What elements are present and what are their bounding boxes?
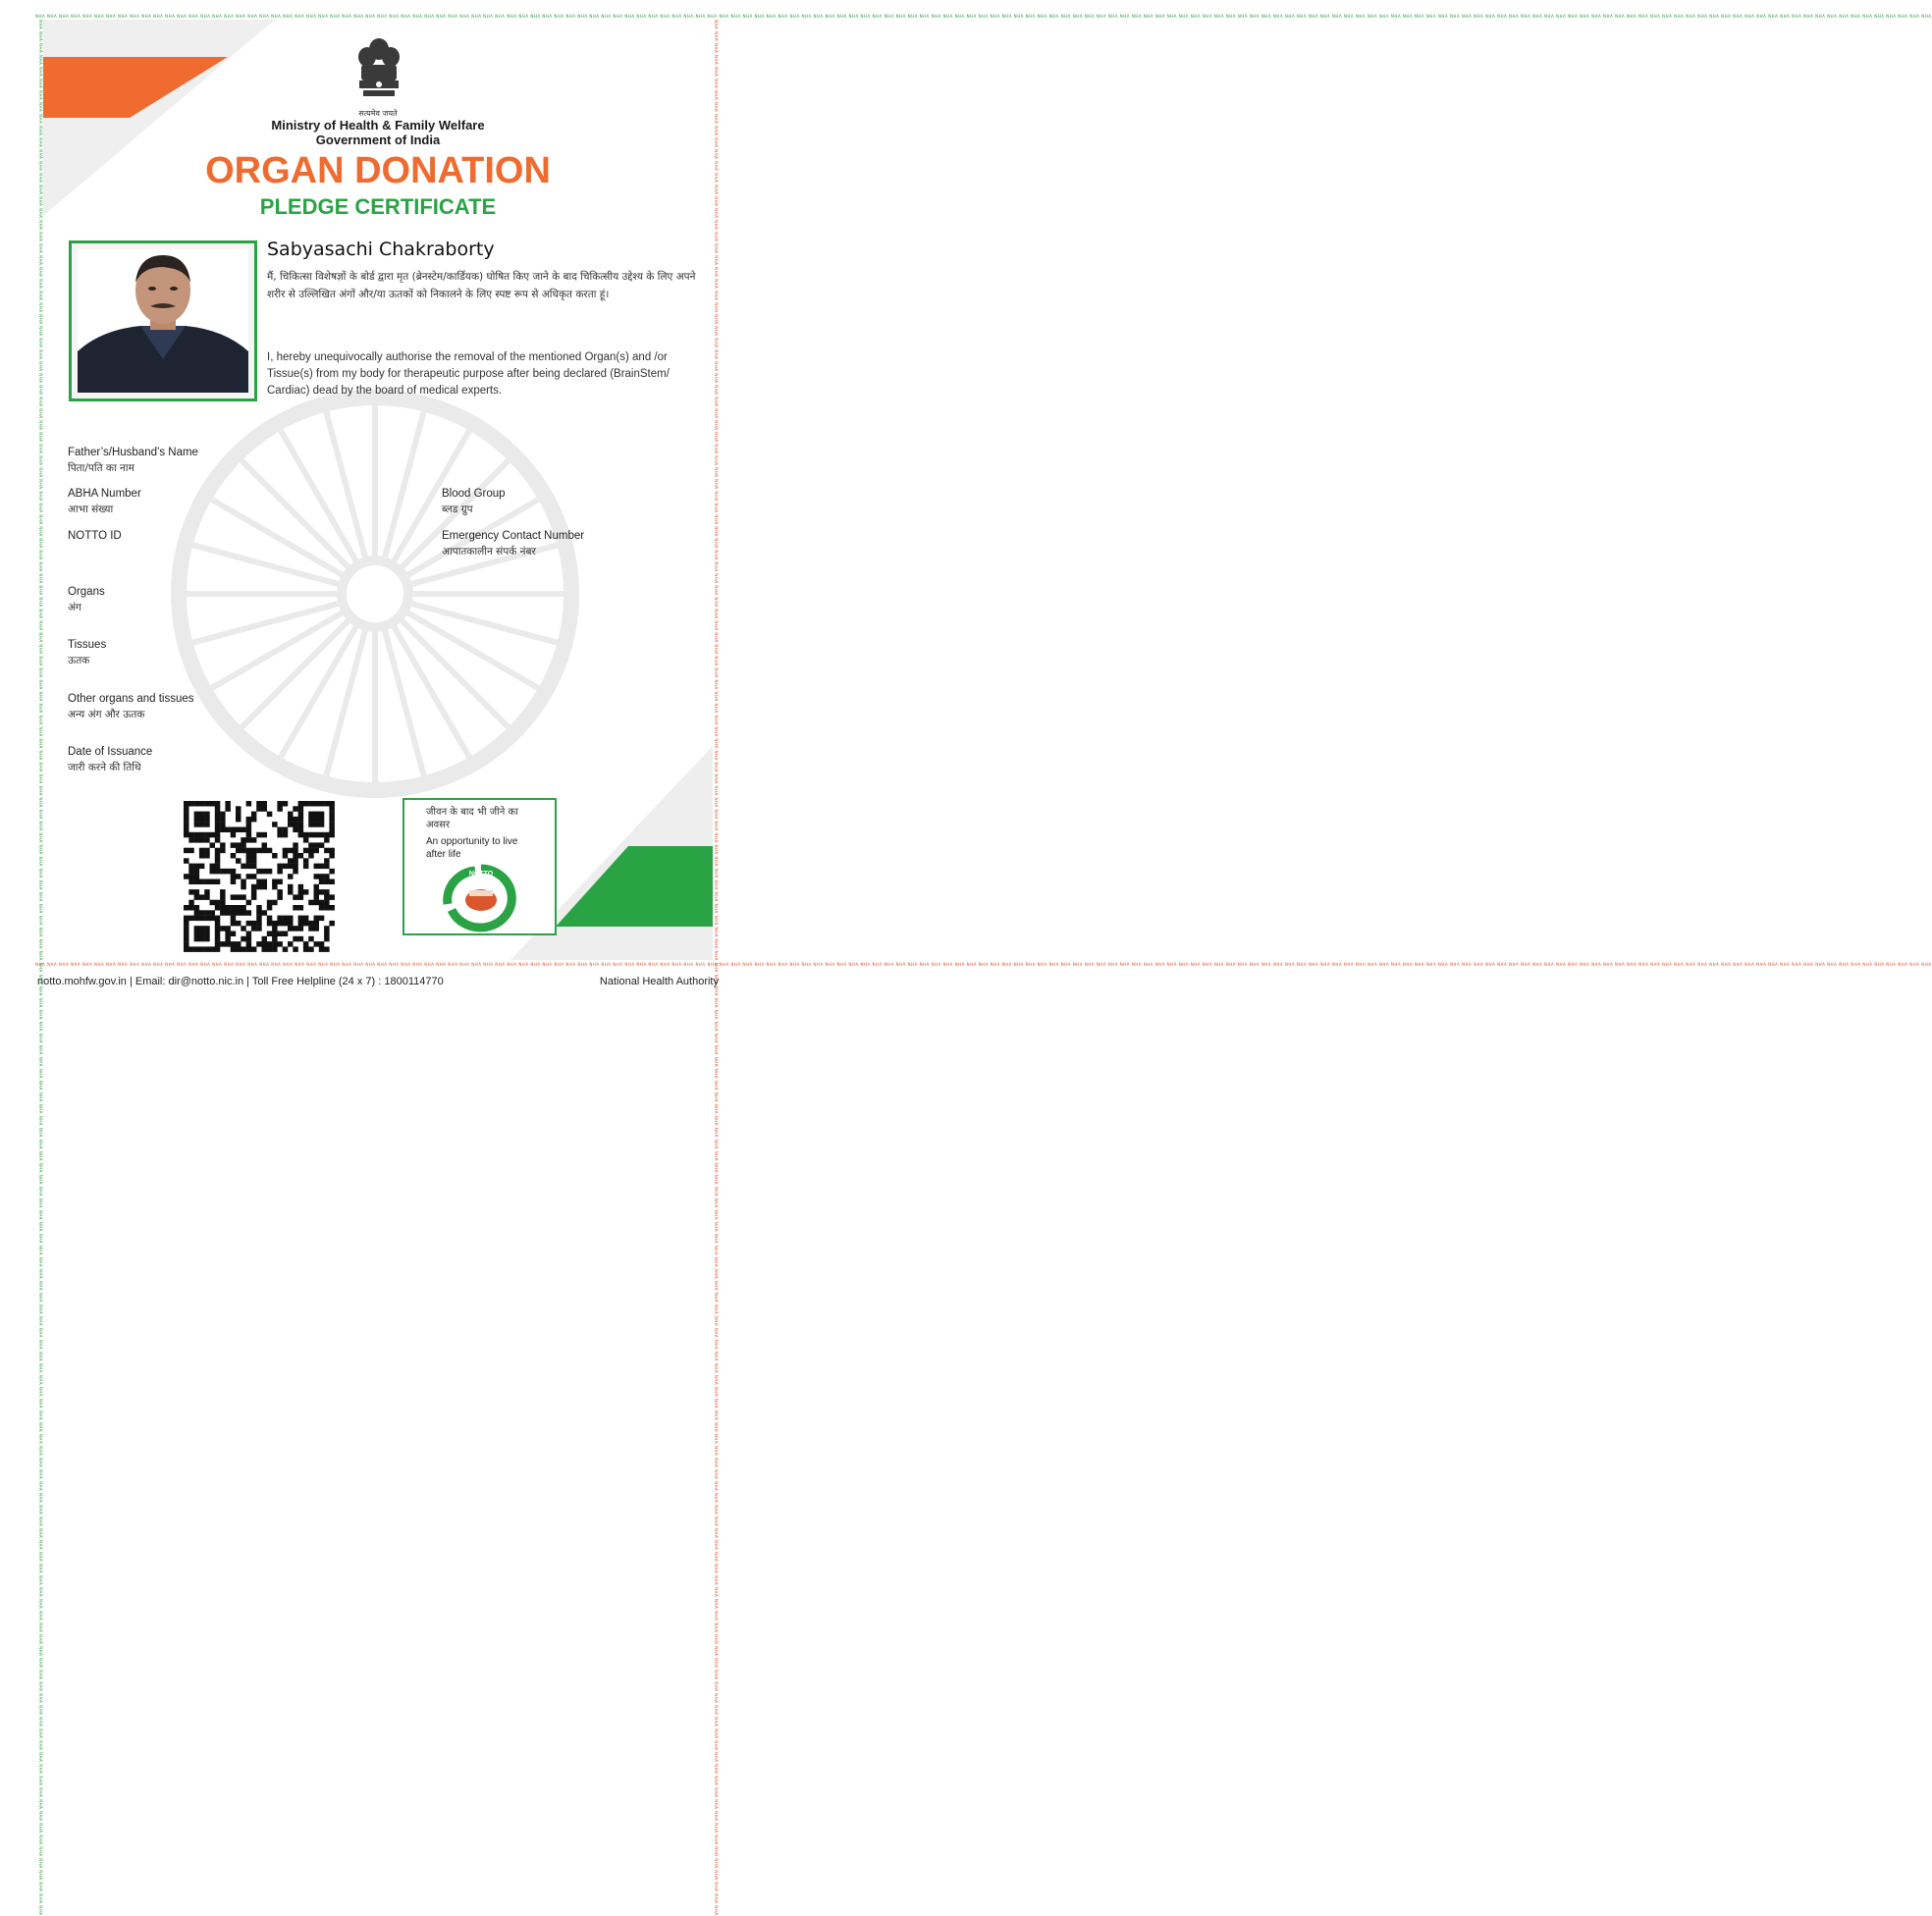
border-bottom-pattern: NHA NHA NHA NHA NHA NHA NHA NHA NHA NHA NHA NHA NHA NHA NHA NHA NHA NHA NHA NHA NHA NHA NHA NHA NHA NHA NHA NHA NHA NHA NHA NHA NHA NHA NHA NHA NHA NHA NHA NHA NHA NHA NHA NHA NHA NHA NHA NHA NHA NHA NHA NHA NHA NHA NHA NHA NHA NHA NHA NHA NHA NHA NHA NHA NHA NHA NHA NHA NHA NHA NHA NHA NHA NHA NHA NHA NHA NHA NHA NHA NHA NHA NHA NHA NHA NHA NHA NHA NHA NHA NHA NHA NHA NHA NHA NHA NHA NHA NHA NHA NHA NHA NHA NHA NHA NHA NHA NHA NHA NHA NHA NHA NHA NHA NHA NHA NHA NHA NHA NHA NHA NHA NHA NHA NHA NHA NHA NHA NHA NHA NHA NHA NHA NHA NHA NHA NHA NHA NHA NHA NHA NHA NHA NHA NHA NHA NHA NHA NHA NHA NHA NHA NHA NHA NHA NHA NHA NHA NHA NHA NHA (35, 962, 1932, 967)
field-label: Emergency Contact Number (442, 530, 585, 542)
government-line: Government of India (315, 133, 441, 147)
certificate-subtitle: PLEDGE CERTIFICATE (259, 194, 497, 219)
ministry-line: Ministry of Health & Family Welfare (271, 118, 485, 133)
field-label: NOTTO ID (68, 530, 122, 542)
border-right-pattern: NHA NHA NHA NHA NHA NHA NHA NHA NHA NHA NHA NHA NHA NHA NHA NHA NHA NHA NHA NHA NHA NHA NHA NHA NHA NHA NHA NHA NHA NHA NHA NHA NHA NHA NHA NHA NHA NHA NHA NHA NHA NHA NHA NHA NHA NHA NHA NHA NHA NHA NHA NHA NHA NHA NHA NHA NHA NHA NHA NHA NHA NHA NHA NHA NHA NHA NHA NHA NHA NHA NHA NHA NHA NHA NHA NHA NHA NHA NHA NHA NHA NHA NHA NHA NHA NHA NHA NHA NHA NHA NHA NHA NHA NHA NHA NHA NHA NHA NHA NHA NHA NHA NHA NHA NHA NHA NHA NHA NHA NHA NHA NHA NHA NHA NHA NHA NHA NHA NHA NHA NHA NHA NHA NHA NHA NHA NHA NHA NHA NHA NHA NHA NHA NHA NHA NHA NHA NHA NHA NHA NHA NHA NHA NHA NHA NHA NHA NHA NHA NHA NHA NHA NHA NHA NHA NHA NHA NHA NHA NHA NHA (714, 20, 719, 1916)
tagline-hindi: जीवन के बाद भी जीने का अवसर (426, 807, 518, 830)
field-emergency-contact (442, 529, 584, 560)
qr-code (179, 799, 340, 952)
notto-logo-icon (436, 863, 526, 933)
field-label: Blood Group (442, 488, 506, 500)
field-organs (68, 585, 105, 616)
field-label: Tissues (68, 639, 107, 651)
border-top-pattern: NHA NHA NHA NHA NHA NHA NHA NHA NHA NHA NHA NHA NHA NHA NHA NHA NHA NHA NHA NHA NHA NHA NHA NHA NHA NHA NHA NHA NHA NHA NHA NHA NHA NHA NHA NHA NHA NHA NHA NHA NHA NHA NHA NHA NHA NHA NHA NHA NHA NHA NHA NHA NHA NHA NHA NHA NHA NHA NHA NHA NHA NHA NHA NHA NHA NHA NHA NHA NHA NHA NHA NHA NHA NHA NHA NHA NHA NHA NHA NHA NHA NHA NHA NHA NHA NHA NHA NHA NHA NHA NHA NHA NHA NHA NHA NHA NHA NHA NHA NHA NHA NHA NHA NHA NHA NHA NHA NHA NHA NHA NHA NHA NHA NHA NHA NHA NHA NHA NHA NHA NHA NHA NHA NHA NHA NHA NHA NHA NHA NHA NHA NHA NHA NHA NHA NHA NHA NHA NHA NHA NHA NHA NHA NHA NHA NHA NHA NHA NHA NHA NHA NHA NHA NHA NHA NHA NHA NHA NHA NHA NHA (35, 14, 1932, 19)
field-label: Other organs and tissues (68, 693, 194, 705)
field-other-organs-tissues (68, 692, 194, 723)
field-label-hindi: आभा संख्या (68, 504, 114, 515)
pledger-name: Sabyasachi Chakraborty (267, 239, 495, 260)
field-label-hindi: ऊतक (68, 655, 90, 666)
field-notto-id (68, 529, 122, 544)
certificate-title: ORGAN DONATION (205, 150, 551, 191)
field-blood-group (442, 487, 506, 518)
national-emblem-icon (353, 35, 404, 108)
footer-contact: notto.mohfw.gov.in | Email: dir@notto.nic.in | Toll Free Helpline (24 x 7) : 1800114770 (37, 976, 444, 987)
field-tissues (68, 638, 106, 669)
field-label-hindi: ब्लड ग्रुप (442, 504, 473, 515)
field-label-hindi: पिता/पति का नाम (68, 462, 134, 474)
emblem-motto: सत्यमेव जयते (358, 109, 398, 118)
pledge-text-english: I, hereby unequivocally authorise the removal of the mentioned Organ(s) and /or Tissue(s) from my body for therapeutic purpose after being declared (BrainStem/ Cardiac) dead by the board of medical experts. (267, 351, 670, 397)
pledger-photo (69, 240, 257, 401)
field-label-hindi: जारी करने की तिथि (68, 762, 141, 773)
field-father-name (68, 446, 198, 477)
field-label-hindi: अन्य अंग और ऊतक (68, 709, 145, 720)
field-label: ABHA Number (68, 488, 141, 500)
border-left-pattern: NHA NHA NHA NHA NHA NHA NHA NHA NHA NHA NHA NHA NHA NHA NHA NHA NHA NHA NHA NHA NHA NHA NHA NHA NHA NHA NHA NHA NHA NHA NHA NHA NHA NHA NHA NHA NHA NHA NHA NHA NHA NHA NHA NHA NHA NHA NHA NHA NHA NHA NHA NHA NHA NHA NHA NHA NHA NHA NHA NHA NHA NHA NHA NHA NHA NHA NHA NHA NHA NHA NHA NHA NHA NHA NHA NHA NHA NHA NHA NHA NHA NHA NHA NHA NHA NHA NHA NHA NHA NHA NHA NHA NHA NHA NHA NHA NHA NHA NHA NHA NHA NHA NHA NHA NHA NHA NHA NHA NHA NHA NHA NHA NHA NHA NHA NHA NHA NHA NHA NHA NHA NHA NHA NHA NHA NHA NHA NHA NHA NHA NHA NHA NHA NHA NHA NHA NHA NHA NHA NHA NHA NHA NHA NHA NHA NHA NHA NHA NHA NHA NHA NHA NHA NHA NHA NHA NHA NHA NHA NHA NHA (38, 20, 43, 1916)
field-date-of-issuance (68, 745, 152, 776)
field-label: Date of Issuance (68, 746, 153, 758)
notto-tagline-box (402, 798, 557, 935)
field-abha-number (68, 487, 141, 518)
tagline-english: An opportunity to live after life (426, 836, 518, 860)
field-label-hindi: आपातकालीन संपर्क नंबर (442, 546, 536, 558)
ministry-name (196, 118, 560, 147)
pledge-text-hindi: मैं, चिकित्सा विशेषज्ञों के बोर्ड द्वारा मृत (ब्रेनस्टेम/कार्डियक) घोषित किए जाने के बाद चिकित्सीय उद्देश्य के लिए अपने शरीर से उल्लिखित अंगों और/या ऊतकों को निकालने के लिए स्पष्ट रूप से अधिकृत करता हूं। (267, 271, 696, 300)
field-label: Father’s/Husband’s Name (68, 447, 198, 458)
footer-authority: National Health Authority (599, 976, 719, 987)
field-label-hindi: अंग (68, 602, 81, 613)
field-label: Organs (68, 586, 105, 598)
ashoka-chakra-watermark (159, 388, 591, 800)
notto-logo-text: NOTTO (468, 871, 494, 878)
